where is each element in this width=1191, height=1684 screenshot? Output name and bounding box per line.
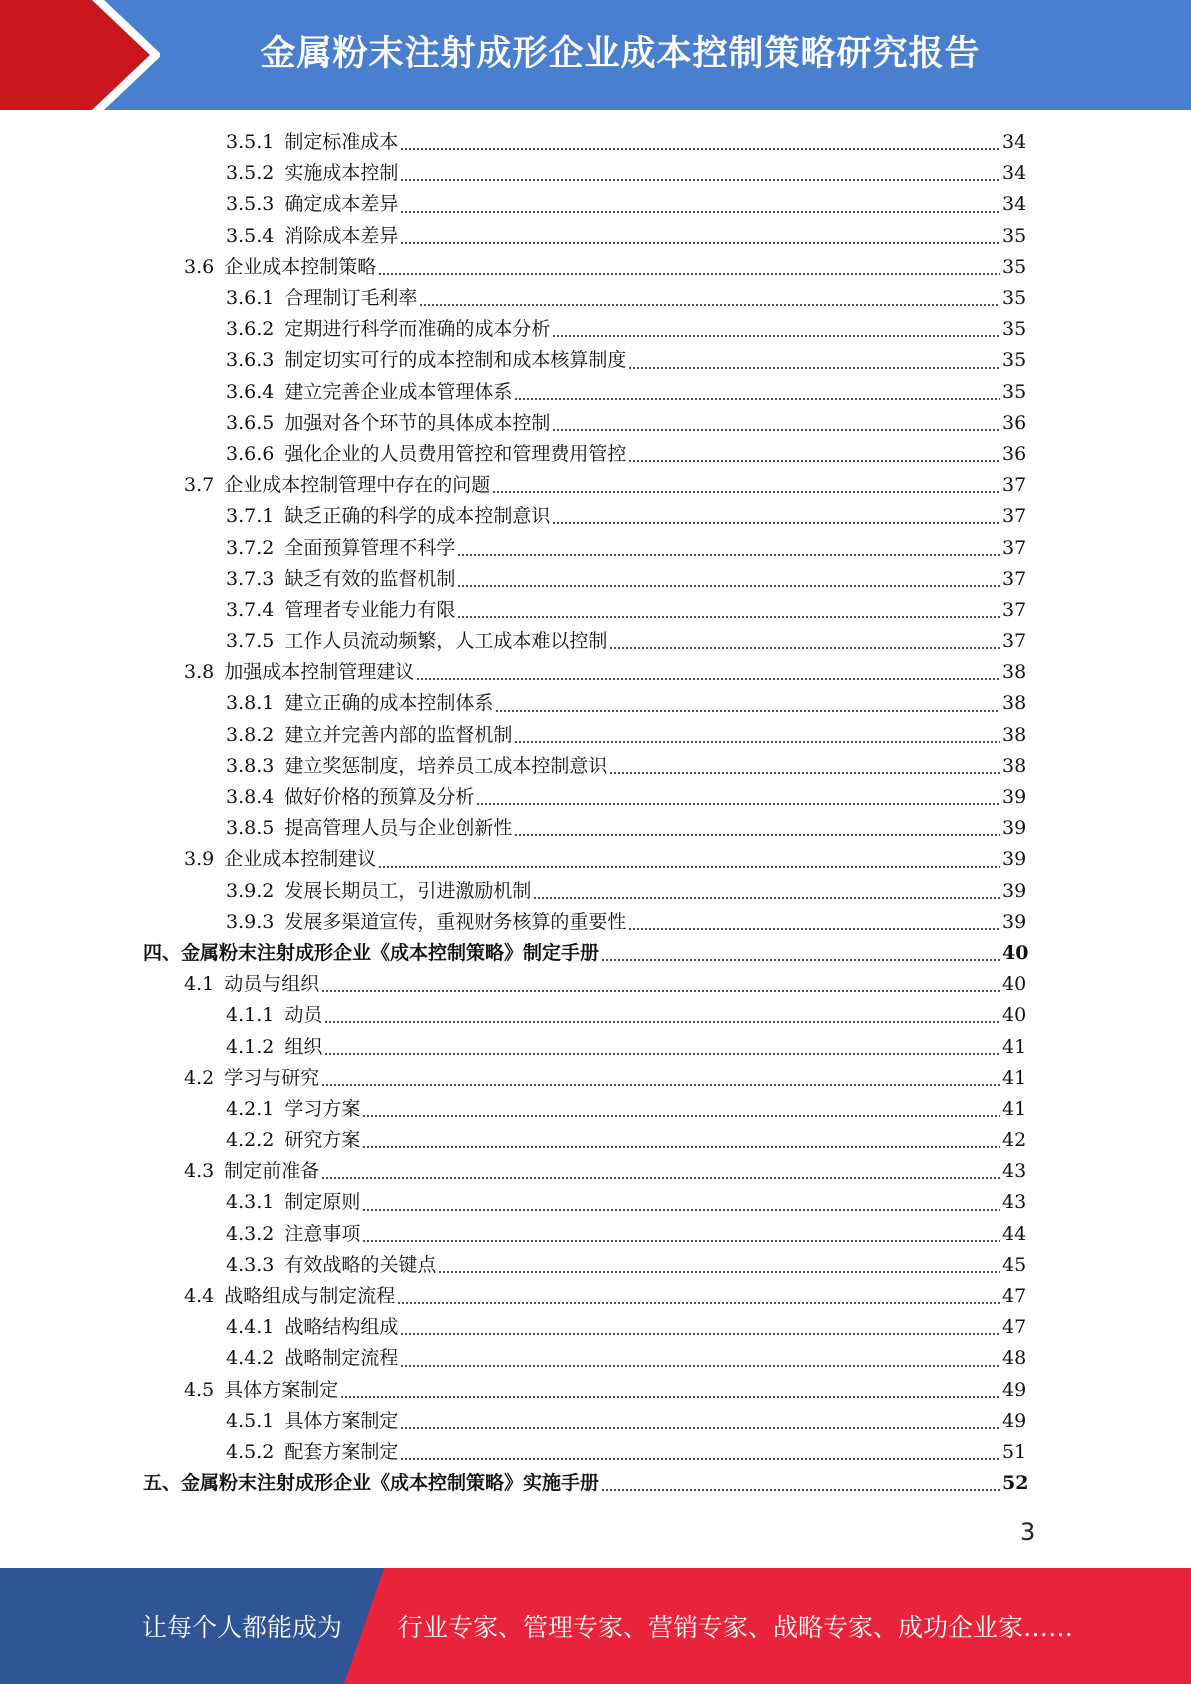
toc-entry-number: 3.7.3 — [226, 567, 275, 590]
toc-dot-leader — [416, 678, 1000, 680]
toc-entry-page: 38 — [1002, 661, 1027, 684]
toc-dot-leader — [397, 1302, 1000, 1304]
table-of-contents — [0, 127, 1191, 1499]
toc-dot-leader — [438, 1271, 1000, 1273]
toc-dot-leader — [609, 772, 1000, 774]
toc-entry[interactable] — [0, 1156, 1027, 1187]
toc-dot-leader — [378, 866, 1000, 868]
toc-entry-number: 4.5.1 — [226, 1409, 275, 1432]
toc-entry-title: 提高管理人员与企业创新性 — [284, 817, 513, 840]
toc-entry-number: 3.6.2 — [226, 318, 275, 341]
toc-entry-page: 39 — [1002, 910, 1027, 933]
toc-dot-leader — [324, 1053, 1000, 1055]
toc-entry-title: 加强成本控制管理建议 — [224, 661, 415, 684]
toc-entry-number: 4.3.3 — [226, 1253, 275, 1276]
toc-entry-title: 强化企业的人员费用管控和管理费用管控 — [284, 442, 627, 465]
toc-entry-title: 企业成本控制管理中存在的问题 — [224, 474, 491, 497]
toc-dot-leader — [400, 1365, 1000, 1367]
toc-dot-leader — [321, 1177, 1000, 1179]
toc-entry-page: 43 — [1002, 1160, 1027, 1183]
toc-entry-title: 制定原则 — [284, 1191, 361, 1214]
toc-dot-leader — [457, 585, 1000, 587]
toc-entry-number: 3.7.1 — [226, 505, 275, 528]
toc-entry-page: 39 — [1002, 879, 1027, 902]
toc-entry[interactable] — [0, 283, 1027, 314]
toc-entry-number: 4.2.1 — [226, 1097, 275, 1120]
toc-entry-page: 34 — [1002, 131, 1027, 154]
toc-entry-title: 五、金属粉末注射成形企业《成本控制策略》实施手册 — [143, 1472, 600, 1495]
toc-dot-leader — [400, 242, 1000, 244]
toc-dot-leader — [495, 710, 1000, 712]
toc-entry-title: 动员与组织 — [224, 973, 320, 996]
toc-entry-page: 36 — [1002, 411, 1027, 434]
toc-entry[interactable] — [0, 1250, 1027, 1281]
toc-entry-page: 38 — [1002, 754, 1027, 777]
toc-entry-page: 52 — [1002, 1472, 1029, 1495]
toc-entry-page: 40 — [1002, 941, 1029, 964]
toc-entry[interactable] — [0, 626, 1027, 657]
toc-entry[interactable] — [0, 158, 1027, 189]
toc-entry-number: 3.8.5 — [226, 817, 275, 840]
toc-entry[interactable] — [0, 1343, 1027, 1374]
toc-dot-leader — [400, 1427, 1000, 1429]
toc-entry-number: 4.3 — [184, 1160, 215, 1183]
toc-entry-number: 3.6.4 — [226, 380, 275, 403]
toc-entry[interactable] — [0, 564, 1027, 595]
toc-entry-title: 具体方案制定 — [284, 1409, 399, 1432]
toc-dot-leader — [476, 803, 1000, 805]
page-header — [0, 0, 1191, 110]
toc-entry[interactable] — [0, 688, 1027, 719]
toc-entry-number: 4.4 — [184, 1285, 215, 1308]
toc-dot-leader — [378, 273, 1000, 275]
toc-dot-leader — [362, 1115, 1000, 1117]
toc-entry-number: 4.2 — [184, 1066, 215, 1089]
toc-dot-leader — [400, 211, 1000, 213]
toc-entry-number: 3.6.1 — [226, 287, 275, 310]
toc-entry-title: 学习与研究 — [224, 1066, 320, 1089]
toc-entry[interactable] — [0, 720, 1027, 751]
toc-entry[interactable] — [0, 1063, 1027, 1094]
toc-entry-title: 制定标准成本 — [284, 131, 399, 154]
toc-entry-number: 3.8 — [184, 661, 215, 684]
toc-entry-page: 35 — [1002, 349, 1027, 372]
toc-entry-title: 研究方案 — [284, 1129, 361, 1152]
toc-entry-number: 3.5.4 — [226, 224, 275, 247]
toc-entry[interactable] — [0, 532, 1027, 563]
toc-entry-page: 49 — [1002, 1378, 1027, 1401]
toc-entry-title: 具体方案制定 — [224, 1378, 339, 1401]
toc-entry-title: 做好价格的预算及分析 — [284, 786, 475, 809]
toc-dot-leader — [457, 616, 1000, 618]
toc-dot-leader — [400, 179, 1000, 181]
toc-entry-page: 37 — [1002, 598, 1027, 621]
toc-entry-number: 4.5.2 — [226, 1440, 275, 1463]
toc-dot-leader — [552, 335, 1000, 337]
toc-dot-leader — [552, 522, 1000, 524]
toc-entry-page: 41 — [1002, 1066, 1027, 1089]
toc-dot-leader — [457, 554, 1000, 556]
toc-dot-leader — [400, 1458, 1000, 1460]
toc-entry-page: 37 — [1002, 630, 1027, 653]
toc-entry-title: 合理制订毛利率 — [284, 287, 418, 310]
toc-dot-leader — [514, 741, 1000, 743]
toc-entry[interactable] — [0, 1375, 1027, 1406]
toc-entry-title: 建立完善企业成本管理体系 — [284, 380, 513, 403]
toc-entry-page: 48 — [1002, 1347, 1027, 1370]
toc-entry-title: 战略制定流程 — [284, 1347, 399, 1370]
toc-entry-number: 4.1.1 — [226, 1004, 275, 1027]
toc-dot-leader — [533, 897, 1000, 899]
toc-entry-number: 4.3.2 — [226, 1222, 275, 1245]
toc-entry-page: 37 — [1002, 567, 1027, 590]
page-footer — [0, 1568, 1191, 1684]
toc-entry-title: 动员 — [284, 1004, 323, 1027]
toc-entry[interactable] — [0, 1219, 1027, 1250]
toc-entry[interactable] — [0, 1000, 1027, 1031]
toc-entry-number: 4.2.2 — [226, 1129, 275, 1152]
toc-entry[interactable] — [0, 345, 1027, 376]
toc-entry-number: 3.7.2 — [226, 536, 275, 559]
toc-entry[interactable] — [0, 657, 1027, 688]
toc-dot-leader — [400, 1333, 1000, 1335]
toc-entry-title: 缺乏有效的监督机制 — [284, 567, 456, 590]
toc-entry-title: 企业成本控制策略 — [224, 255, 377, 278]
toc-entry-number: 3.7.5 — [226, 630, 275, 653]
toc-entry-page: 51 — [1002, 1440, 1027, 1463]
toc-entry-page: 39 — [1002, 786, 1027, 809]
toc-entry[interactable] — [0, 377, 1027, 408]
toc-entry[interactable] — [0, 1094, 1027, 1125]
toc-entry[interactable] — [0, 1437, 1027, 1468]
toc-entry[interactable] — [0, 252, 1027, 283]
toc-entry-title: 实施成本控制 — [284, 162, 399, 185]
toc-entry[interactable] — [0, 876, 1027, 907]
toc-entry-page: 38 — [1002, 692, 1027, 715]
toc-entry[interactable] — [0, 1031, 1027, 1062]
toc-entry-page: 40 — [1002, 1004, 1027, 1027]
toc-entry-number: 4.1 — [184, 973, 215, 996]
toc-dot-leader — [601, 1489, 1000, 1491]
toc-dot-leader — [340, 1396, 1000, 1398]
toc-entry-number: 3.8.3 — [226, 754, 275, 777]
toc-entry-title: 发展多渠道宣传，重视财务核算的重要性 — [284, 910, 627, 933]
toc-entry-number: 3.6.5 — [226, 411, 275, 434]
toc-entry[interactable] — [0, 501, 1027, 532]
toc-entry[interactable] — [0, 127, 1027, 158]
toc-dot-leader — [601, 959, 1000, 961]
toc-entry-title: 学习方案 — [284, 1097, 361, 1120]
toc-entry-page: 39 — [1002, 817, 1027, 840]
toc-entry-page: 35 — [1002, 224, 1027, 247]
toc-entry-number: 3.9.3 — [226, 910, 275, 933]
toc-entry-title: 建立奖惩制度，培养员工成本控制意识 — [284, 754, 608, 777]
toc-entry-page: 38 — [1002, 723, 1027, 746]
toc-entry-page: 47 — [1002, 1285, 1027, 1308]
toc-dot-leader — [628, 460, 1000, 462]
footer-slogan-right: 行业专家、管理专家、营销专家、战略专家、成功企业家…… — [398, 1613, 1074, 1642]
toc-entry-number: 3.5.1 — [226, 131, 275, 154]
toc-entry-page: 35 — [1002, 255, 1027, 278]
toc-entry-page: 40 — [1002, 973, 1027, 996]
toc-entry-page: 45 — [1002, 1253, 1027, 1276]
toc-entry-number: 4.1.2 — [226, 1035, 275, 1058]
toc-dot-leader — [400, 148, 1000, 150]
toc-entry-title: 四、金属粉末注射成形企业《成本控制策略》制定手册 — [143, 941, 600, 964]
toc-dot-leader — [552, 429, 1000, 431]
toc-dot-leader — [492, 491, 1000, 493]
toc-entry-page: 37 — [1002, 536, 1027, 559]
toc-entry[interactable] — [0, 844, 1027, 875]
toc-dot-leader — [321, 990, 1000, 992]
toc-entry-title: 管理者专业能力有限 — [284, 598, 456, 621]
toc-entry[interactable] — [0, 221, 1027, 252]
toc-entry-number: 3.7 — [184, 474, 215, 497]
toc-entry-page: 36 — [1002, 442, 1027, 465]
toc-entry[interactable] — [0, 470, 1027, 501]
toc-dot-leader — [628, 367, 1000, 369]
toc-entry-number: 3.8.1 — [226, 692, 275, 715]
toc-entry-number: 3.5.3 — [226, 193, 275, 216]
toc-entry-title: 制定切实可行的成本控制和成本核算制度 — [284, 349, 627, 372]
toc-entry-page: 35 — [1002, 380, 1027, 403]
toc-entry-title: 缺乏正确的科学的成本控制意识 — [284, 505, 551, 528]
toc-entry[interactable] — [0, 969, 1027, 1000]
toc-entry-number: 3.9.2 — [226, 879, 275, 902]
toc-entry[interactable] — [0, 1281, 1027, 1312]
toc-entry-page: 49 — [1002, 1409, 1027, 1432]
toc-entry-page: 42 — [1002, 1129, 1027, 1152]
toc-entry[interactable] — [0, 782, 1027, 813]
toc-entry-title: 战略结构组成 — [284, 1316, 399, 1339]
toc-entry[interactable] — [0, 1406, 1027, 1437]
toc-entry-title: 注意事项 — [284, 1222, 361, 1245]
toc-entry-title: 配套方案制定 — [284, 1440, 399, 1463]
toc-entry-number: 3.6 — [184, 255, 215, 278]
toc-entry-number: 3.9 — [184, 848, 215, 871]
toc-entry-title: 建立正确的成本控制体系 — [284, 692, 494, 715]
toc-entry-title: 制定前准备 — [224, 1160, 320, 1183]
toc-entry-page: 47 — [1002, 1316, 1027, 1339]
toc-entry-title: 发展长期员工，引进激励机制 — [284, 879, 532, 902]
header-arrow-decoration — [0, 0, 160, 110]
toc-entry-title: 全面预算管理不科学 — [284, 536, 456, 559]
toc-entry-number: 4.5 — [184, 1378, 215, 1401]
toc-entry-number: 3.6.6 — [226, 442, 275, 465]
toc-entry-page: 39 — [1002, 848, 1027, 871]
toc-entry-page: 37 — [1002, 505, 1027, 528]
toc-entry-page: 41 — [1002, 1097, 1027, 1120]
toc-entry[interactable] — [0, 189, 1027, 220]
toc-entry-number: 3.8.2 — [226, 723, 275, 746]
toc-entry-title: 建立并完善内部的监督机制 — [284, 723, 513, 746]
toc-entry-title: 战略组成与制定流程 — [224, 1285, 396, 1308]
toc-dot-leader — [514, 834, 1000, 836]
toc-dot-leader — [419, 304, 1000, 306]
toc-dot-leader — [514, 398, 1000, 400]
toc-entry[interactable] — [0, 751, 1027, 782]
toc-entry-title: 工作人员流动频繁，人工成本难以控制 — [284, 630, 608, 653]
toc-entry[interactable] — [0, 408, 1027, 439]
toc-entry-number: 3.7.4 — [226, 598, 275, 621]
toc-entry[interactable] — [0, 907, 1027, 938]
toc-entry[interactable] — [0, 1125, 1027, 1156]
toc-entry-page: 35 — [1002, 287, 1027, 310]
toc-entry-title: 有效战略的关键点 — [284, 1253, 437, 1276]
toc-entry[interactable] — [0, 813, 1027, 844]
toc-entry-page: 44 — [1002, 1222, 1027, 1245]
toc-entry[interactable] — [0, 1187, 1027, 1218]
toc-dot-leader — [362, 1240, 1000, 1242]
toc-entry[interactable] — [0, 439, 1027, 470]
toc-entry-page: 41 — [1002, 1035, 1027, 1058]
toc-dot-leader — [628, 928, 1000, 930]
toc-entry-number: 4.4.2 — [226, 1347, 275, 1370]
toc-entry-title: 企业成本控制建议 — [224, 848, 377, 871]
toc-dot-leader — [362, 1209, 1000, 1211]
page-number: 3 — [1020, 1518, 1036, 1546]
toc-entry-page: 43 — [1002, 1191, 1027, 1214]
toc-entry-number: 4.3.1 — [226, 1191, 275, 1214]
toc-entry[interactable] — [0, 1312, 1027, 1343]
toc-entry-page: 34 — [1002, 193, 1027, 216]
toc-entry-page: 34 — [1002, 162, 1027, 185]
toc-entry[interactable] — [0, 314, 1027, 345]
toc-dot-leader — [609, 647, 1000, 649]
toc-dot-leader — [321, 1084, 1000, 1086]
toc-entry-number: 3.6.3 — [226, 349, 275, 372]
toc-entry-page: 37 — [1002, 474, 1027, 497]
toc-dot-leader — [362, 1146, 1000, 1148]
toc-entry-number: 3.8.4 — [226, 786, 275, 809]
toc-entry-number: 3.5.2 — [226, 162, 275, 185]
toc-entry-title: 加强对各个环节的具体成本控制 — [284, 411, 551, 434]
toc-entry-title: 定期进行科学而准确的成本分析 — [284, 318, 551, 341]
toc-entry[interactable] — [0, 1468, 1029, 1499]
toc-entry-title: 消除成本差异 — [284, 224, 399, 247]
toc-entry-page: 35 — [1002, 318, 1027, 341]
toc-dot-leader — [324, 1021, 1000, 1023]
toc-entry-number: 4.4.1 — [226, 1316, 275, 1339]
toc-entry[interactable] — [0, 938, 1029, 969]
toc-entry-title: 组织 — [284, 1035, 323, 1058]
header-title: 金属粉末注射成形企业成本控制策略研究报告 — [260, 34, 981, 74]
toc-entry-title: 确定成本差异 — [284, 193, 399, 216]
footer-slogan-left: 让每个人都能成为 — [142, 1613, 343, 1642]
toc-entry[interactable] — [0, 595, 1027, 626]
